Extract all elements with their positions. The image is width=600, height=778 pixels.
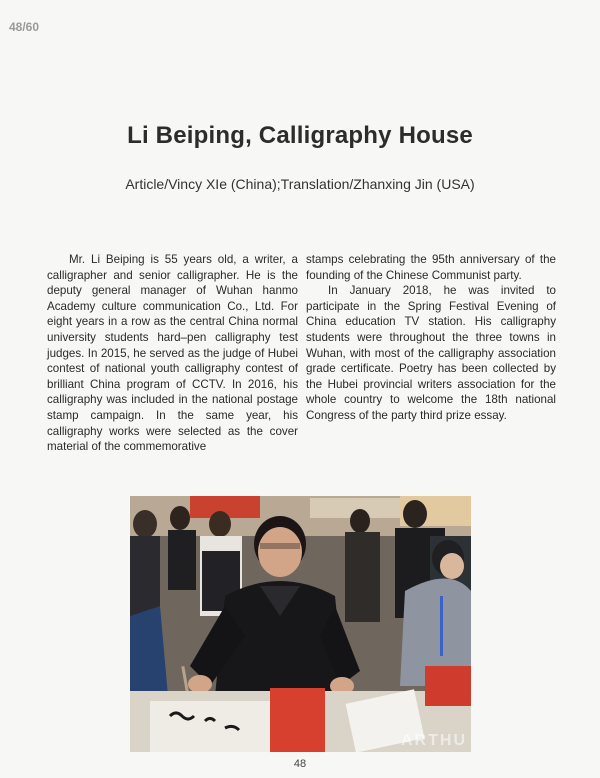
article-right-column [306,252,556,424]
paragraph-1: Mr. Li Beiping is 55 years old, a writer, a calligrapher and senior calligrapher. He is the deputy general manager of Wuhan hanmo Academy culture communication Co., Ltd. For eight years in a row as the central China normal university students hard–pen calligraphy test judges. In 2015, he served as the judge of Hubei contest of national youth calligraphy contest of brilliant China program of CCTV. In 2016, his calligraphy was included in the national postage stamp campaign. In the same year, his calligraphy works were selected as the cover material of the commemorative [47,253,298,454]
calligraphy-scene-illustration [130,496,471,752]
paragraph-2: In January 2018, he was invited to participate in the Spring Festival Evening of China education TV station. His calligraphy students were throughout the three towns in Wuhan, with most of the calligraphy association grade certificate. Poetry has been collected by the Hubei provincial writers association for the whole country to welcome the 18th national Congress of the party third prize essay. [306,284,556,422]
page-counter: 48/60 [9,20,40,34]
article-left-column [47,252,298,455]
page-number: 48 [293,758,307,770]
article-photo [130,496,471,752]
article-byline: Article/Vincy XIe (China);Translation/Zhanxing Jin (USA) [125,176,475,192]
paragraph-continuation: stamps celebrating the 95th anniversary of the founding of the Chinese Communist party. [306,253,556,282]
photo-watermark: ARTHU [401,732,467,749]
article-title: Li Beiping, Calligraphy House [127,122,473,149]
